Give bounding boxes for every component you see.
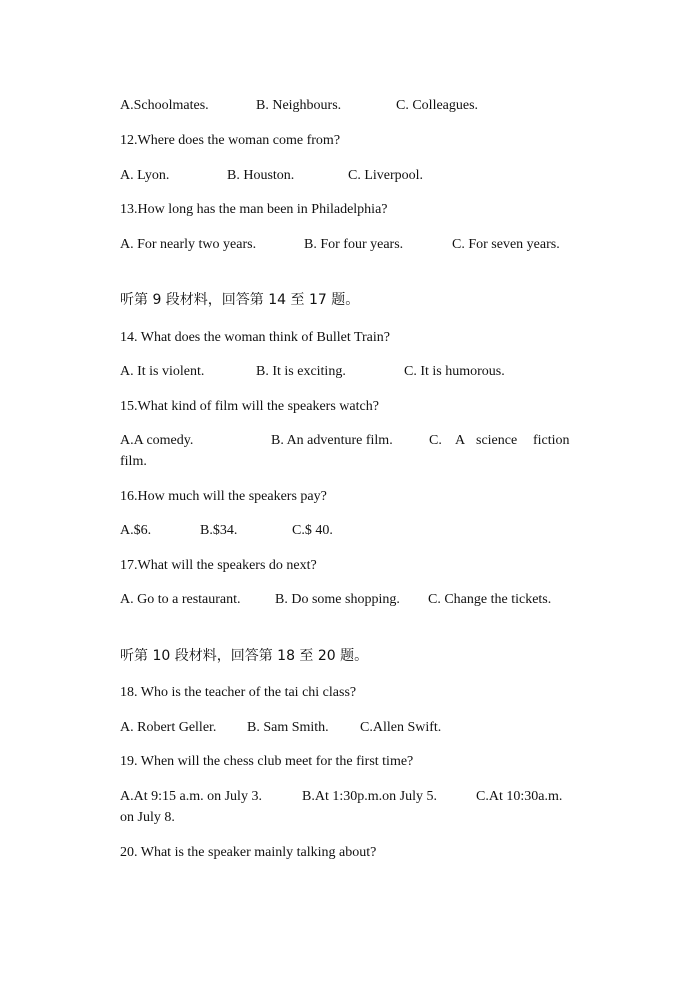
q14-option-c: C. It is humorous. xyxy=(404,364,505,379)
q13-option-b: B. For four years. xyxy=(304,237,404,252)
q19-option-c: C.At 10:30a.m. xyxy=(476,789,563,804)
q17-option-c: C. Change the tickets. xyxy=(428,592,552,607)
q18-option-c: C.Allen Swift. xyxy=(360,720,442,735)
q17-option-b: B. Do some shopping. xyxy=(275,592,400,607)
q18-option-a: A. Robert Geller. xyxy=(120,720,217,735)
q14-option-a: A. It is violent. xyxy=(120,364,205,379)
q13-question: 13.How long has the man been in Philadelphia? xyxy=(120,202,388,217)
q15-option-c-word-2: science xyxy=(476,433,518,448)
q15-option-c-label: C. xyxy=(429,433,442,448)
q11-option-c: C. Colleagues. xyxy=(396,98,479,113)
q20-question: 20. What is the speaker mainly talking about? xyxy=(120,845,377,860)
q15-question: 15.What kind of film will the speakers watch? xyxy=(120,399,379,414)
section-10-heading: 听第 10 段材料，回答第 18 至 20 题。 xyxy=(120,648,369,664)
q11-option-b: B. Neighbours. xyxy=(256,98,342,113)
q18-option-b: B. Sam Smith. xyxy=(247,720,329,735)
q14-option-b: B. It is exciting. xyxy=(256,364,346,379)
q18-question: 18. Who is the teacher of the tai chi class? xyxy=(120,685,357,700)
q19-option-c-continuation: on July 8. xyxy=(120,810,175,825)
section-9-heading: 听第 9 段材料，回答第 14 至 17 题。 xyxy=(120,292,360,308)
q19-question: 19. When will the chess club meet for the first time? xyxy=(120,754,414,769)
q14-question: 14. What does the woman think of Bullet Train? xyxy=(120,330,390,345)
q17-option-a: A. Go to a restaurant. xyxy=(120,592,241,607)
q12-option-b: B. Houston. xyxy=(227,168,295,183)
q19-option-b: B.At 1:30p.m.on July 5. xyxy=(302,789,437,804)
q12-option-c: C. Liverpool. xyxy=(348,168,424,183)
q12-question: 12.Where does the woman come from? xyxy=(120,133,341,148)
q15-option-c-word-3: fiction xyxy=(533,433,570,448)
q16-option-b: B.$34. xyxy=(200,523,238,538)
q17-question: 17.What will the speakers do next? xyxy=(120,558,317,573)
q12-option-a: A. Lyon. xyxy=(120,168,170,183)
q16-question: 16.How much will the speakers pay? xyxy=(120,489,327,504)
q16-option-c: C.$ 40. xyxy=(292,523,333,538)
q11-option-a: A.Schoolmates. xyxy=(120,98,209,113)
q15-option-c-word-1: A xyxy=(455,433,466,448)
q16-option-a: A.$6. xyxy=(120,523,152,538)
q15-option-a: A.A comedy. xyxy=(120,433,194,448)
q19-option-a: A.At 9:15 a.m. on July 3. xyxy=(120,789,262,804)
q13-option-a: A. For nearly two years. xyxy=(120,237,257,252)
q15-option-c-continuation: film. xyxy=(120,454,147,469)
q13-option-c: C. For seven years. xyxy=(452,237,560,252)
q15-option-b: B. An adventure film. xyxy=(271,433,393,448)
